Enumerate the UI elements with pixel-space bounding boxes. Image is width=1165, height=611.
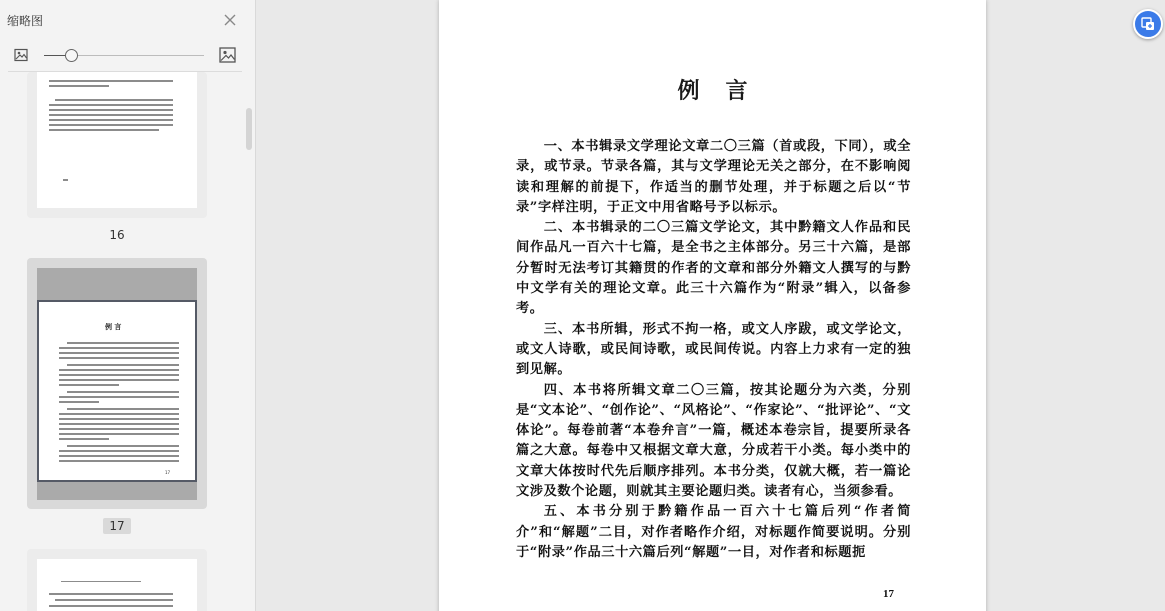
thumbnail-page-17[interactable] xyxy=(27,258,207,509)
paragraph: 四、本书将所辑文章二〇三篇，按其论题分为六类，分别是“文本论”、“创作论”、“风格论”、“作家论”、“批评论”、“文体论”。每卷前著“本卷弁言”一篇，概述本卷宗旨，提要所录各篇之大意。每卷中又根据文章大意，分成若干小类。每小类中的文章大体按时代先后顺序排列。本书分类，仅就大概，若一篇论文涉及数个论题，则就其主要论题归类。读者有心，当须参看。 xyxy=(516,382,911,500)
thumbnail-zoom-control xyxy=(0,40,255,72)
sidebar-scrollbar[interactable] xyxy=(246,108,252,150)
zoom-slider-handle[interactable] xyxy=(65,49,78,62)
page-heading: 例言 xyxy=(677,78,774,104)
thumbnail-page-16[interactable] xyxy=(27,72,207,218)
thumbnail-page-number: 17 xyxy=(165,470,171,475)
paragraph: 三、本书所辑，形式不拘一格，或文人序跋，或文学论文，或文人诗歌，或民间诗歌，或民间传说。内容上力求有一定的独到见解。 xyxy=(516,321,911,378)
document-page xyxy=(439,0,986,611)
thumbnail-sidebar xyxy=(0,0,256,611)
sidebar-title: 缩略图 xyxy=(7,14,44,28)
paragraph: 五、本书分别于黔籍作品一百六十七篇后列“作者简介”和“解题”二目，对作者略作介绍，对标题作简要说明。分别于“附录”作品三十六篇后列“解题”一目，对作者和标题扼 xyxy=(516,504,911,560)
thumbnail-image xyxy=(37,559,197,611)
translate-icon xyxy=(1141,17,1155,31)
thumbnail-image xyxy=(37,72,197,208)
paragraph: 二、本书辑录的二〇三篇文学论文，其中黔籍文人作品和民间作品凡一百六十七篇，是全书之主体部分。另三十六篇，是部分暂时无法考订其籍贯的作者的文章和部分外籍文人撰写的与黔中文学有关的理论文章。此三十六篇作为“附录”辑入，以备参考。 xyxy=(516,220,911,317)
thumbnail-page-18[interactable] xyxy=(27,549,207,611)
paragraph: 一、本书辑录文学理论文章二〇三篇（首或段，下同），或全录，或节录。节录各篇，其与文学理论无关之部分，在不影响阅读和理解的前提下，作适当的删节处理，并于标题之后以“节录”字样注明，于正文中用省略号予以标示。 xyxy=(516,139,911,215)
thumbnail-image xyxy=(37,300,197,482)
page-body xyxy=(516,137,911,563)
thumbnail-heading: 例 言 xyxy=(105,322,122,331)
floating-action-button[interactable] xyxy=(1133,9,1163,39)
image-small-icon[interactable] xyxy=(14,48,28,62)
close-icon[interactable] xyxy=(223,13,237,27)
thumbnail-page-label: 16 xyxy=(109,228,125,242)
document-viewer[interactable] xyxy=(256,0,1165,611)
image-large-icon[interactable] xyxy=(219,47,236,63)
thumbnail-page-label: 17 xyxy=(103,518,131,534)
page-number: 17 xyxy=(883,588,894,600)
zoom-slider[interactable] xyxy=(44,55,204,56)
